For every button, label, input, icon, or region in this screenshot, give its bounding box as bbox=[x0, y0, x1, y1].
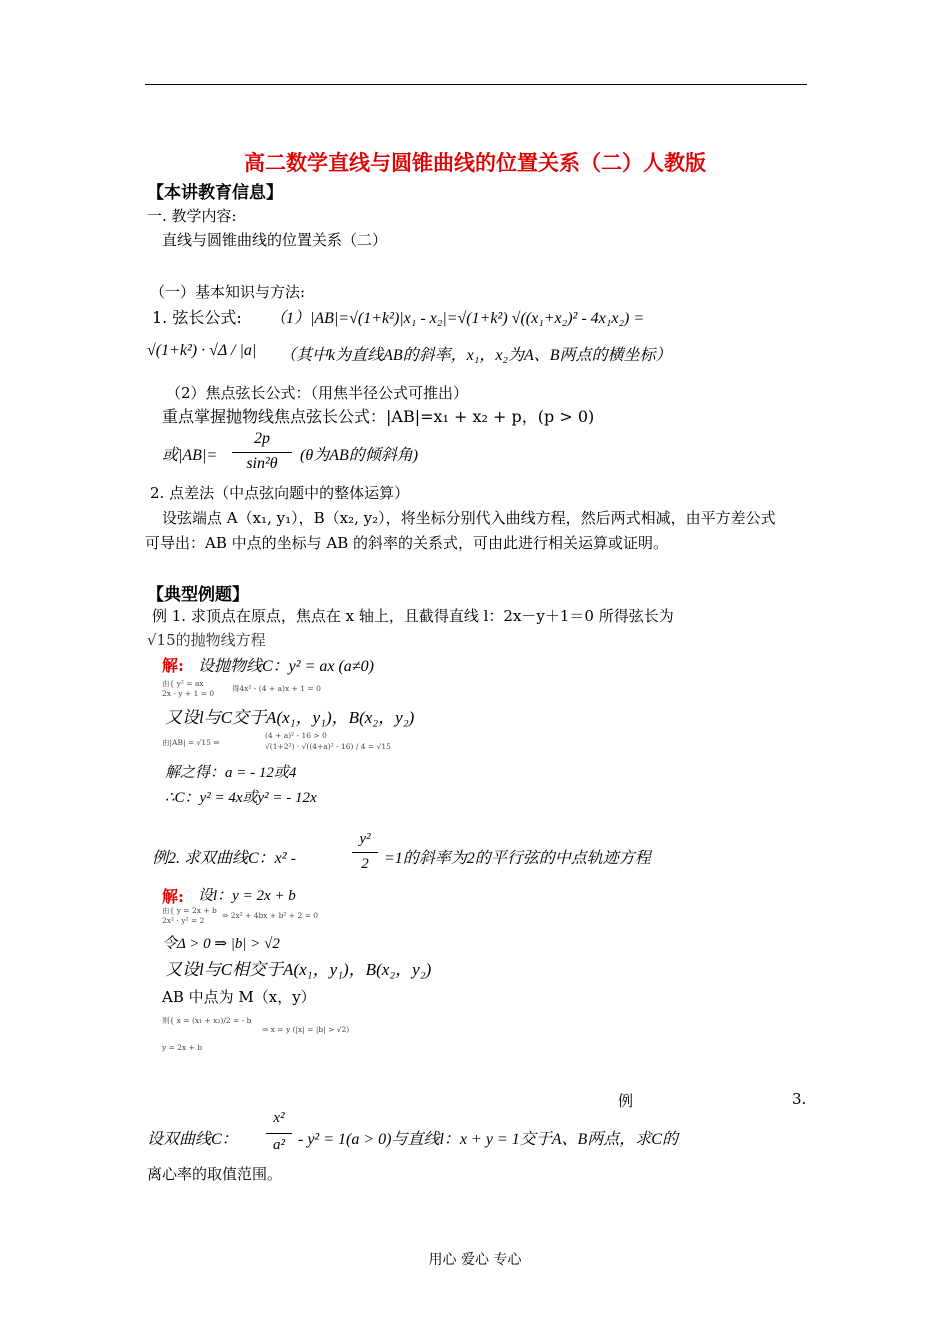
section-info-heading: 【本讲教育信息】 bbox=[147, 183, 283, 203]
example1-step4b: (4 + a)² - 16 > 0 bbox=[265, 731, 327, 740]
frac-num: 2p bbox=[254, 430, 270, 447]
content-label: 一. 教学内容: bbox=[147, 207, 237, 225]
example3-frac-den: a² bbox=[273, 1137, 285, 1153]
point-diff-para1: 设弦端点 A（x₁, y₁），B（x₂, y₂），将坐标分别代入曲线方程，然后两式相减，由平方差公式 bbox=[162, 509, 776, 527]
example2-step4: 又设l与C相交于A(x₁，y₁)，B(x₂，y₂) bbox=[165, 960, 432, 979]
example2-step3: 令Δ > 0 ⇒ |b| > √2 bbox=[162, 936, 280, 952]
example2-question-prefix: 例2. 求双曲线C：x² - bbox=[152, 850, 296, 867]
chord-formula-line2: √(1+k²) · √Δ / |a| bbox=[147, 342, 257, 359]
example1-step5: 解之得：a = - 12或4 bbox=[165, 765, 297, 781]
frac-den: sin²θ bbox=[246, 455, 278, 472]
basics-label: （一）基本知识与方法: bbox=[150, 283, 306, 301]
theta-note: (θ为AB的倾斜角) bbox=[300, 447, 419, 464]
example2-step2b: 2x² - y² = 2 bbox=[162, 916, 205, 925]
page-footer: 用心 爱心 专心 bbox=[428, 1252, 522, 1268]
example1-step2b: 2x - y + 1 = 0 bbox=[162, 689, 215, 698]
example1-step6: ∴C：y² = 4x或y² = - 12x bbox=[165, 790, 317, 806]
example2-step6c: y = 2x + b bbox=[162, 1043, 203, 1052]
page-title: 高二数学直线与圆锥曲线的位置关系（二）人教版 bbox=[244, 151, 706, 175]
chord-formula-note: （其中k为直线AB的斜率，x₁，x₂为A、B两点的横坐标） bbox=[280, 347, 672, 364]
parabola-focal-formula: 重点掌握抛物线焦点弦长公式：|AB|=x₁ + x₂ + p，(p > 0) bbox=[162, 407, 595, 426]
frac-bar bbox=[232, 452, 292, 453]
example1-step4c: √(1+2²) · √((4+a)² - 16) / 4 = √15 bbox=[265, 742, 391, 751]
example1-question-line1: 例 1. 求顶点在原点，焦点在 x 轴上，且截得直线 l：2x－y＋1＝0 所得弦长为 bbox=[152, 607, 674, 625]
example1-step4a: 由|AB| = √15 ⇒ bbox=[162, 738, 220, 747]
chord-formula-label: 1. 弦长公式: bbox=[152, 308, 242, 327]
example2-step5: AB 中点为 M（x，y） bbox=[162, 988, 316, 1006]
content-topic: 直线与圆锥曲线的位置关系（二） bbox=[162, 231, 388, 249]
example2-step6a: 则{ x = (x₁ + x₂)/2 = - b bbox=[162, 1016, 252, 1025]
example2-solution-label: 解: bbox=[162, 887, 184, 906]
example3-frac-num: x² bbox=[273, 1110, 285, 1126]
example3-label-a: 例 bbox=[618, 1092, 634, 1110]
example2-step2a: 由{ y = 2x + b bbox=[162, 906, 217, 915]
example3-question-mid: - y² = 1(a > 0)与直线l：x + y = 1交于A、B两点，求C的 bbox=[298, 1131, 678, 1148]
example1-step3: 又设l与C交于A(x₁，y₁)，B(x₂，y₂) bbox=[165, 708, 415, 727]
focal-chord-label: （2）焦点弦长公式：（用焦半径公式可推出） bbox=[166, 384, 469, 402]
example2-question-suffix: =1的斜率为2的平行弦的中点轨迹方程 bbox=[384, 850, 651, 867]
example1-step2c: 得4x² - (4 + a)x + 1 = 0 bbox=[232, 684, 321, 693]
point-diff-label: 2. 点差法（中点弦向题中的整体运算） bbox=[150, 484, 410, 502]
example3-question-end: 离心率的取值范围。 bbox=[147, 1165, 283, 1183]
example2-step1: 设l：y = 2x + b bbox=[198, 888, 296, 904]
example2-step6b: ⇒ x = y (|x| = |b| > √2) bbox=[262, 1025, 350, 1034]
example3-frac-bar bbox=[266, 1133, 292, 1134]
examples-heading: 【典型例题】 bbox=[147, 585, 249, 605]
example1-solution-label: 解: bbox=[162, 656, 184, 675]
example1-step2a: 由{ y² = ax bbox=[162, 679, 204, 688]
example2-step2c: ⇒ 2x² + 4bx + b² + 2 = 0 bbox=[222, 911, 319, 920]
example1-question-line2: √15的抛物线方程 bbox=[147, 631, 266, 649]
example2-frac-num: y² bbox=[359, 831, 371, 847]
or-formula-prefix: 或|AB|= bbox=[162, 447, 218, 464]
example2-frac-den: 2 bbox=[361, 856, 369, 872]
example2-frac-bar bbox=[352, 852, 378, 853]
example1-step1: 设抛物线C：y² = ax (a≠0) bbox=[198, 658, 374, 675]
example3-label-b: 3. bbox=[792, 1090, 807, 1108]
header-rule bbox=[145, 84, 807, 85]
example3-question-prefix: 设双曲线C： bbox=[147, 1131, 238, 1148]
chord-formula-line1: （1）|AB|=√(1+k²)|x₁ - x₂|=√(1+k²) √((x₁+x₂)² - 4x₁x₂) = bbox=[270, 310, 645, 327]
point-diff-para2: 可导出：AB 中点的坐标与 AB 的斜率的关系式，可由此进行相关运算或证明。 bbox=[145, 534, 669, 552]
